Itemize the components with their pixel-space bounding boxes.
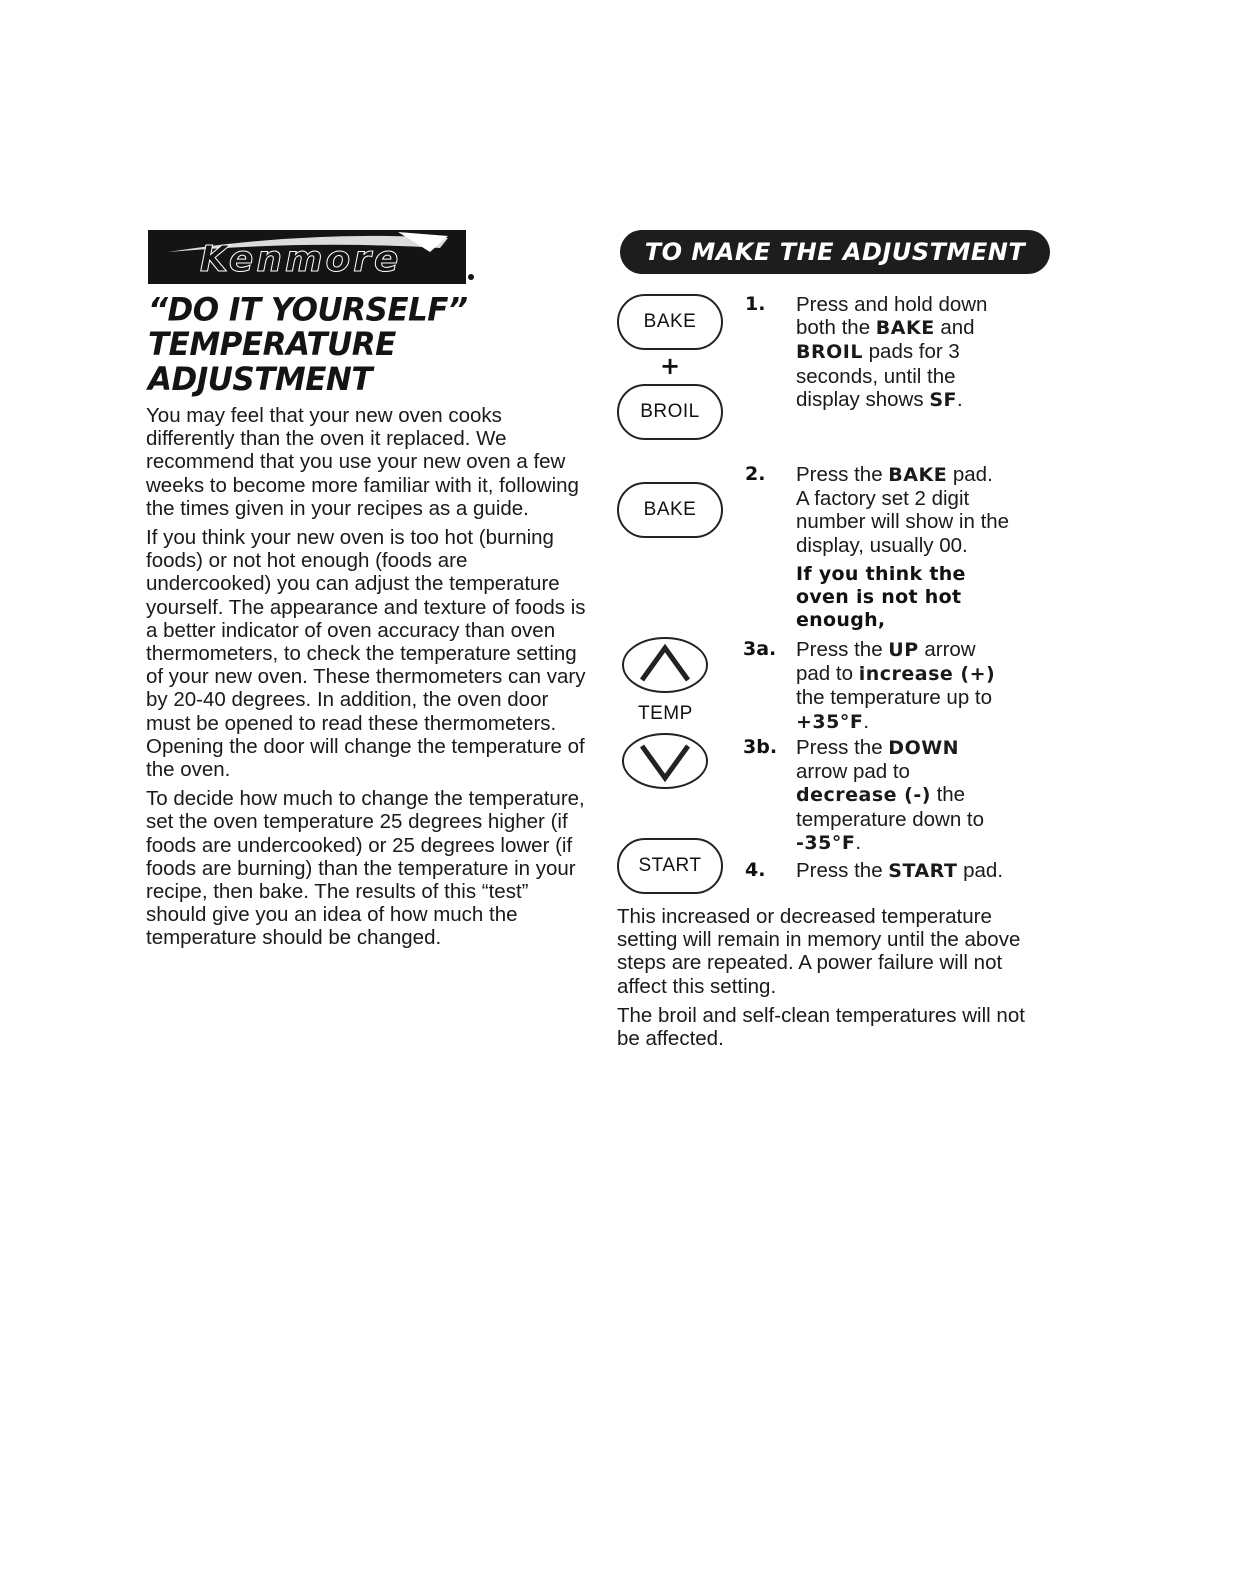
section-banner <box>620 230 1050 274</box>
title-line-1: “DO IT YOURSELF” <box>148 291 468 329</box>
step-2-line-3: number will show in the <box>796 510 1010 534</box>
banner-text: TO MAKE THE ADJUSTMENT <box>644 238 1026 266</box>
step-3a-number: 3a. <box>743 638 777 660</box>
intro-paragraph-1: You may feel that your new oven cooks differently than the oven it replaced. We recommend that you use your new oven a few weeks to become more familiar with it, following the times given in your recipes as a guide. <box>146 404 579 520</box>
step-3a-line-4: +35°F. <box>796 709 870 733</box>
kenmore-logo <box>148 230 478 290</box>
step-2-line-4: display, usually 00. <box>796 533 968 557</box>
step-1-line-1: Press and hold down <box>796 293 988 316</box>
step-3a-text <box>796 638 1056 734</box>
temp-label: TEMP <box>638 703 693 724</box>
step-3a-line-2: pad to increase (+) <box>796 662 996 686</box>
logo-badge <box>148 230 466 284</box>
step-3a-line-1: Press the UP arrow <box>796 638 976 661</box>
closing-text <box>617 905 1047 1056</box>
step-3b-number: 3b. <box>743 736 778 758</box>
step-4-text <box>796 859 1066 883</box>
broil-pad: BROIL <box>617 384 723 440</box>
intro-paragraph-3: To decide how much to change the temperature, set the oven temperature 25 degrees higher (if foods are undercooked) or 25 degrees lower (if foods are burning) than the temperature in your recipe, then bake. The results of this “test” should give you an idea of how much the temperature should be changed. <box>146 787 585 950</box>
bake-pad: BAKE <box>617 294 723 350</box>
plus-sign: + <box>660 352 681 380</box>
step-4-number: 4. <box>745 859 766 881</box>
intro-text <box>146 404 586 956</box>
up-arrow-icon <box>620 636 710 694</box>
step-2-number: 2. <box>745 463 766 485</box>
logo-text: Kenmore <box>200 239 402 280</box>
step-1-number: 1. <box>745 293 766 315</box>
step-3b-text <box>796 736 1056 855</box>
page-title <box>148 293 588 397</box>
down-arrow-icon <box>620 732 710 790</box>
not-hot-enough-note <box>796 563 1036 633</box>
note-line-3: enough, <box>796 609 886 632</box>
step-1-line-4: seconds, until the <box>796 364 956 388</box>
step-3b-line-2: arrow pad to <box>796 760 910 784</box>
step-3a-line-3: the temperature up to <box>796 686 993 710</box>
step-3b-line-1: Press the DOWN <box>796 736 960 759</box>
step-3b-line-3: decrease (-) the <box>796 783 966 807</box>
step-4-line-1: Press the START pad. <box>796 859 1004 882</box>
step-1-line-3: BROIL pads for 3 <box>796 340 960 364</box>
step-2-line-2: A factory set 2 digit <box>796 487 970 511</box>
title-line-2: TEMPERATURE <box>148 326 396 364</box>
start-pad: START <box>617 838 723 894</box>
bake-pad-2: BAKE <box>617 482 723 538</box>
step-3b-line-5: -35°F. <box>796 830 862 854</box>
logo-dot <box>468 274 474 280</box>
note-line-1: If you think the <box>796 563 966 585</box>
step-2-line-1: Press the BAKE pad. <box>796 463 993 486</box>
intro-paragraph-2: If you think your new oven is too hot (burning foods) or not hot enough (foods are undercooked) you can adjust the temperature yourself. The appearance and texture of foods is a better indicator of oven accuracy than oven thermometers, to check the temperature setting of your new oven. These thermometers can vary by 20-40 degrees. In addition, the oven door must be opened to read these thermometers. Opening the door will change the temperature of the oven. <box>146 526 586 782</box>
step-1-line-5: display shows SF. <box>796 387 963 411</box>
closing-paragraph-2: The broil and self-clean temperatures will not be affected. <box>617 1003 1025 1051</box>
title-line-3: ADJUSTMENT <box>148 361 373 399</box>
step-3b-line-4: temperature down to <box>796 807 985 831</box>
note-line-2: oven is not hot <box>796 586 962 609</box>
closing-paragraph-1: This increased or decreased temperature setting will remain in memory until the above steps are repeated. A power failure will not affect this setting. <box>617 905 1021 998</box>
step-1-line-2: both the BAKE and <box>796 316 975 340</box>
step-1-text <box>796 293 1056 412</box>
step-2-text <box>796 463 1066 557</box>
